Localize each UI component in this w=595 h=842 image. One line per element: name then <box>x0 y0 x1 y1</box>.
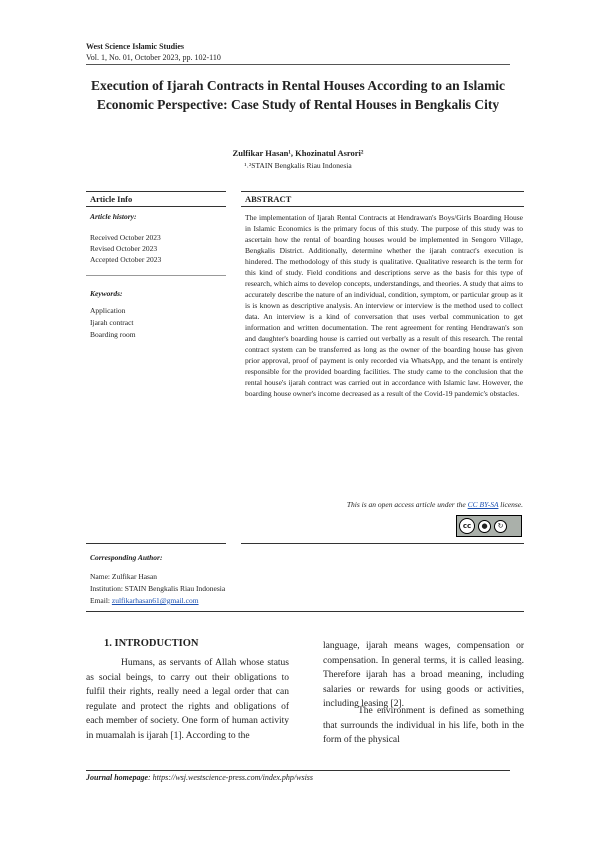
footer-url[interactable]: : https://wsj.westscience-press.com/index.php/wsiss <box>148 773 314 782</box>
corresponding-name: Name: Zulfikar Hasan <box>90 572 158 581</box>
email-label: Email: <box>90 596 112 605</box>
corresponding-email-line <box>90 596 199 605</box>
keyword-item: Application <box>90 306 126 315</box>
body-right-column-p2: The environment is defined as something that surrounds the individual in his life, both in the form of the physical <box>323 706 524 746</box>
attribution-icon: ● <box>478 520 491 533</box>
footer-label: Journal homepage <box>86 773 149 782</box>
license-note <box>245 500 523 509</box>
cc-license-badge[interactable] <box>456 515 522 537</box>
abstract-top-rule <box>241 191 524 192</box>
corresponding-author-label: Corresponding Author: <box>90 553 163 562</box>
article-info-heading: Article Info <box>90 194 133 204</box>
corr-right-rule <box>241 543 524 544</box>
journal-volume: Vol. 1, No. 01, October 2023, pp. 102-110 <box>86 53 221 62</box>
abstract-head-rule <box>241 206 524 207</box>
keyword-item: Ijarah contract <box>90 318 134 327</box>
keywords-label: Keywords: <box>90 289 123 298</box>
share-alike-icon: ↻ <box>494 520 507 533</box>
journal-name: West Science Islamic Studies <box>86 42 184 51</box>
header-divider <box>86 64 510 65</box>
abstract-heading: ABSTRACT <box>245 194 292 204</box>
history-received: Received October 2023 <box>90 233 161 242</box>
body-right-column-p1: language, ijarah means wages, compensation or compensation. In general terms, it is called leasing. Therefore ijarah has a broad meaning, including salaries or rewards for using goods or activities, including leasing [2]. <box>323 641 524 710</box>
license-link[interactable]: CC BY-SA <box>467 500 499 509</box>
affiliation: ¹˒²STAIN Bengkalis Riau Indonesia <box>244 161 352 170</box>
front-matter-bottom-rule <box>86 611 524 612</box>
paper-title: Execution of Ijarah Contracts in Rental Houses According to an Islamic Economic Perspective: Case Study of Rental Houses in Bengkalis City <box>91 78 505 112</box>
abstract-text: The implementation of Ijarah Rental Contracts at Hendrawan's Boys/Girls Boarding House in Islamic Economics is the primary focus of this study. The purpose of this study was to ascertain how the rental of boarding houses would be implemented in Sengoro Village, Bengkalis District. Additionally, determine whether the ijarah contract's execution is hindered. The methodology of this study is qualitative. Qualitative research is the term for this kind of study. Field conditions and descriptions serve as the basis for this type of research, which aims to develop concepts, understandings, and theories. A study that aims to accurately describe the nature of an individual, condition, symptom, or particular group as it is is known as descriptive analysis. An interview or interview is the method used to collect data. An interview is a kind of conversation that uses verbal communication to get information and written documentation. The rent agreement for renting Hendrawan's son and daughter's boarding house is carried out verbally as a result of this research. The rental contract system can be transferred as long as the owner of the boarding house has given prior approval, proof of payment is only recorded via WhatsApp, and the tenant is entirely responsible for the provided boarding facilities. The study came to the conclusion that the rental house's ijarah contract was carried out in accordance with Islamic law. However, the boarding house owner's income decreased as a result of the Covid-19 pandemic's obstacles. <box>245 213 523 398</box>
keyword-item: Boarding room <box>90 330 136 339</box>
footer-divider <box>86 770 510 771</box>
cc-logo-icon: cc <box>459 518 475 534</box>
license-suffix: license. <box>498 500 523 509</box>
license-prefix: This is an open access article under the <box>346 500 468 509</box>
email-link[interactable]: zulfikarhasan61@gmail.com <box>111 596 199 605</box>
corr-left-rule <box>86 543 226 544</box>
info-separator <box>86 275 226 276</box>
body-left-column: Humans, as servants of Allah whose status as social beings, to carry out their obligations to fulfil their rights, really need a legal order that can regulate and protect the rights and obligations of each member of society. One form of human activity in muamalah is ijarah [1]. According to the <box>86 658 289 741</box>
history-accepted: Accepted October 2023 <box>90 255 162 264</box>
info-top-rule <box>86 191 226 192</box>
footer-homepage <box>86 773 313 782</box>
history-label: Article history: <box>90 212 137 221</box>
history-revised: Revised October 2023 <box>90 244 158 253</box>
corresponding-institution: Institution: STAIN Bengkalis Riau Indonesia <box>90 584 226 593</box>
section-heading-introduction: 1. INTRODUCTION <box>104 638 199 649</box>
authors: Zulfikar Hasan¹, Khozinatul Asrori² <box>232 148 364 158</box>
info-head-rule <box>86 206 226 207</box>
